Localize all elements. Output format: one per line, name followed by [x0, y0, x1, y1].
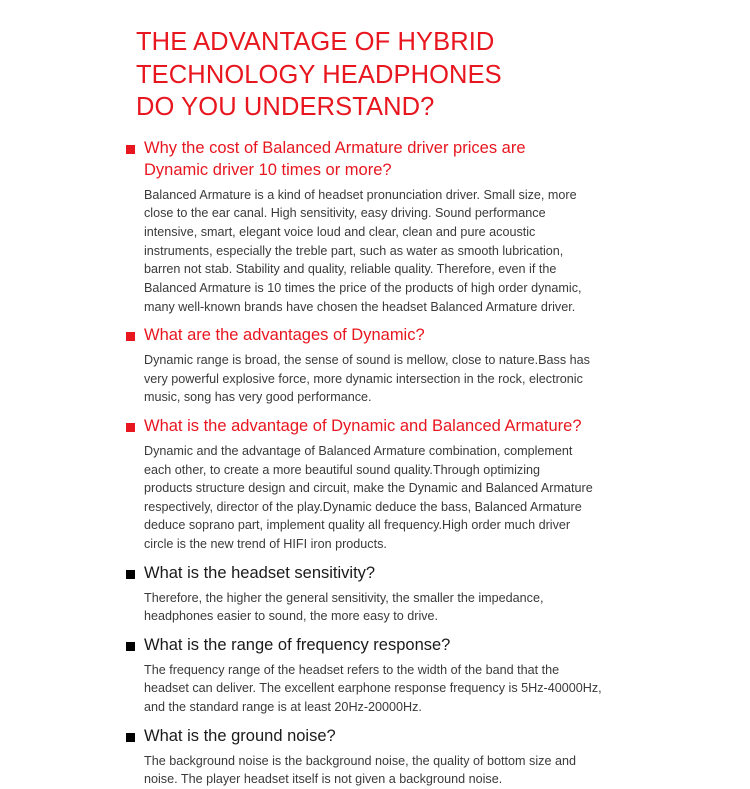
- faq-answer-line: circle is the new trend of HIFI iron products.: [144, 537, 387, 551]
- faq-question-line: What is the advantage of Dynamic and Balanced Armature?: [144, 416, 582, 435]
- faq-answer: [144, 351, 620, 407]
- faq-question-line: What is the range of frequency response?: [144, 635, 451, 654]
- faq-answer-line: instruments, especially the treble part, such as water as smooth lubrication,: [144, 243, 564, 258]
- square-bullet-icon: [126, 332, 135, 341]
- faq-answer-line: noise. The player headset itself is not given a background noise.: [144, 772, 503, 787]
- faq-answer-line: close to the ear canal. High sensitivity, easy driving. Sound performance: [144, 206, 546, 221]
- faq-section: [40, 635, 710, 717]
- faq-answer-line: Therefore, the higher the general sensitivity, the smaller the impedance,: [144, 590, 544, 605]
- faq-answer-line: and the standard range is at least 20Hz-20000Hz.: [144, 700, 422, 714]
- faq-question-row: [126, 726, 710, 748]
- faq-answer-line: deduce soprano part, implement quality all frequency.High order much driver: [144, 518, 571, 533]
- faq-answer-line: The background noise is the background noise, the quality of bottom size and: [144, 753, 576, 768]
- faq-answer-line: intensive, smart, elegant voice loud and clear, clean and pure acoustic: [144, 225, 536, 239]
- faq-section: [40, 325, 710, 407]
- faq-question: [144, 325, 425, 347]
- faq-section: [40, 726, 710, 789]
- square-bullet-icon: [126, 642, 135, 651]
- faq-answer-line: each other, to create a more beautiful sound quality.Through optimizing: [144, 462, 541, 477]
- faq-answer-line: respectively, director of the play.Dynamic deduce the bass, Balanced Armature: [144, 499, 582, 514]
- faq-answer-line: Dynamic and the advantage of Balanced Armature combination, complement: [144, 443, 573, 458]
- faq-answer-line: headset can deliver. The excellent earphone response frequency is 5Hz-40000Hz,: [144, 681, 602, 696]
- faq-question: [144, 563, 375, 585]
- faq-answer-line: headphones easier to sound, the more easy to drive.: [144, 609, 439, 624]
- faq-question-line: Dynamic driver 10 times or more?: [144, 160, 392, 179]
- faq-answer: [144, 661, 620, 717]
- page-title-line: DO YOU UNDERSTAND?: [136, 93, 435, 122]
- square-bullet-icon: [126, 570, 135, 579]
- faq-question-row: [126, 325, 710, 347]
- square-bullet-icon: [126, 145, 135, 154]
- faq-question-line: Why the cost of Balanced Armature driver prices are: [144, 138, 526, 157]
- faq-answer-line: products structure design and circuit, make the Dynamic and Balanced Armature: [144, 481, 593, 496]
- square-bullet-icon: [126, 733, 135, 742]
- faq-answer-line: barren not stab. Stability and quality, reliable quality. Therefore, even if the: [144, 262, 557, 277]
- faq-question-row: [126, 563, 710, 585]
- faq-answer-line: Balanced Armature is a kind of headset pronunciation driver. Small size, more: [144, 187, 577, 202]
- faq-answer-line: Balanced Armature is 10 times the price of the products of high order dynamic,: [144, 280, 582, 295]
- faq-answer-line: many well-known brands have chosen the headset Balanced Armature driver.: [144, 299, 576, 314]
- faq-answer: [144, 752, 620, 789]
- faq-answer: [144, 186, 620, 316]
- faq-question: [144, 416, 582, 438]
- faq-answer-line: Dynamic range is broad, the sense of sound is mellow, close to nature.Bass has: [144, 353, 590, 368]
- faq-question-line: What is the headset sensitivity?: [144, 563, 376, 582]
- faq-question: [144, 726, 336, 748]
- page-title: [136, 26, 710, 124]
- faq-question: [144, 635, 450, 657]
- faq-question: [144, 138, 526, 182]
- page-title-line: THE ADVANTAGE OF HYBRID: [136, 28, 495, 56]
- faq-question-line: What are the advantages of Dynamic?: [144, 326, 425, 345]
- faq-question-line: What is the ground noise?: [144, 726, 336, 745]
- faq-answer: [144, 589, 620, 626]
- faq-answer-line: music, song has very good performance.: [144, 390, 372, 405]
- faq-answer-line: very powerful explosive force, more dynamic intersection in the rock, electronic: [144, 371, 583, 386]
- page-title-line: TECHNOLOGY HEADPHONES: [136, 60, 502, 89]
- square-bullet-icon: [126, 423, 135, 432]
- faq-answer: [144, 442, 620, 554]
- faq-question-row: [126, 635, 710, 657]
- faq-section: [40, 138, 710, 316]
- faq-section: [40, 563, 710, 626]
- faq-section: [40, 416, 710, 554]
- faq-question-row: [126, 138, 710, 182]
- faq-answer-line: The frequency range of the headset refers to the width of the band that the: [144, 662, 560, 677]
- faq-question-row: [126, 416, 710, 438]
